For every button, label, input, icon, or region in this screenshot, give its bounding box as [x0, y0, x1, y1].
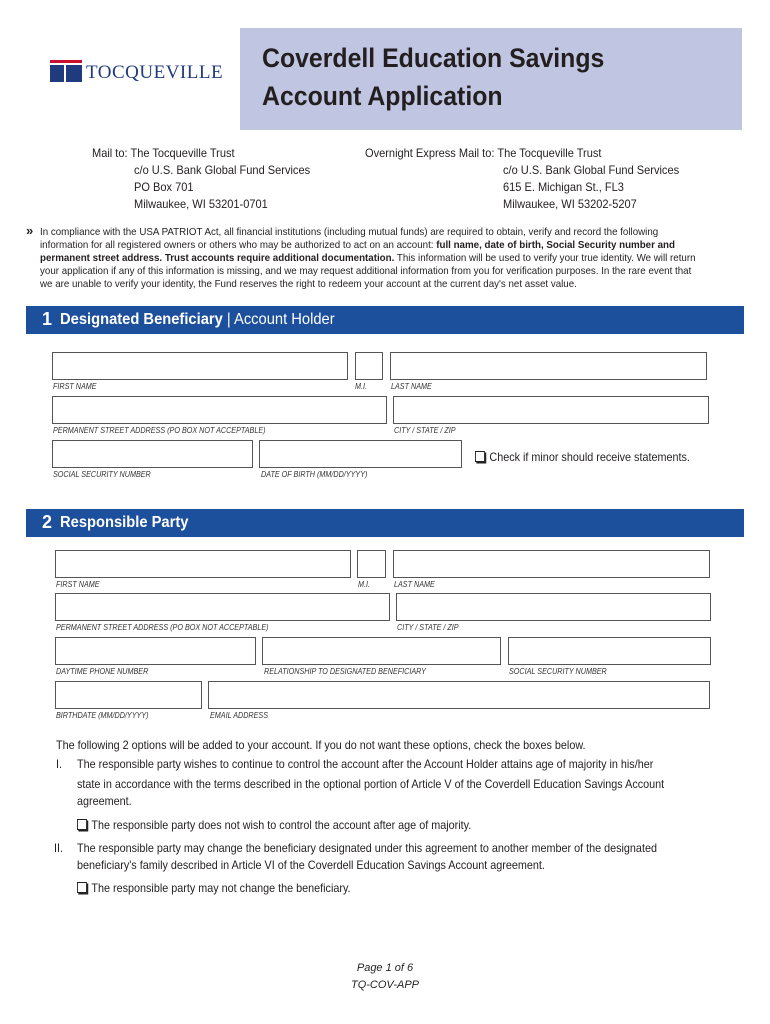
form-code: TQ-COV-APP	[350, 979, 420, 991]
beneficiary-ssn-input[interactable]	[52, 440, 253, 468]
field-label: LAST NAME	[391, 382, 432, 391]
section-2-header	[26, 509, 744, 537]
field-label: FIRST NAME	[56, 580, 100, 589]
field-label: SOCIAL SECURITY NUMBER	[509, 667, 607, 676]
overnight-line: c/o U.S. Bank Global Fund Services	[503, 163, 680, 177]
responsible-phone-input[interactable]	[55, 637, 256, 665]
responsible-email-input[interactable]	[208, 681, 710, 709]
responsible-last-name-input[interactable]	[393, 550, 710, 578]
section-number: 1	[42, 309, 53, 329]
field-label: DAYTIME PHONE NUMBER	[56, 667, 149, 676]
overnight-line: Milwaukee, WI 53202-5207	[503, 197, 637, 211]
field-label: LAST NAME	[394, 580, 435, 589]
field-label: RELATIONSHIP TO DESIGNATED BENEFICIARY	[264, 667, 426, 676]
section-title: Responsible Party	[60, 514, 189, 531]
title-box	[240, 28, 742, 130]
checkbox-icon[interactable]	[77, 882, 87, 893]
responsible-city-input[interactable]	[396, 593, 711, 621]
field-label: SOCIAL SECURITY NUMBER	[53, 470, 151, 479]
beneficiary-last-name-input[interactable]	[390, 352, 707, 380]
notice-line: your application if any of this information is missing, and we may request additional information from you for verification purposes. In the rare event that	[40, 265, 692, 277]
field-label: DATE OF BIRTH (MM/DD/YYYY)	[261, 470, 368, 479]
option-number: II.	[54, 841, 64, 855]
section-title: Designated Beneficiary | Account Holder	[60, 311, 335, 328]
option-text: agreement.	[77, 794, 132, 808]
responsible-first-name-input[interactable]	[55, 550, 351, 578]
option-text: The responsible party may change the beneficiary designated under this agreement to another member of the designated	[77, 841, 657, 855]
mail-line: c/o U.S. Bank Global Fund Services	[134, 163, 311, 177]
beneficiary-mi-input[interactable]	[355, 352, 383, 380]
page-number: Page 1 of 6	[356, 962, 414, 974]
change-beneficiary-checkbox[interactable]: The responsible party may not change the beneficiary.	[77, 879, 351, 897]
page-title-line-1: Coverdell Education Savings	[262, 43, 605, 73]
field-label: CITY / STATE / ZIP	[397, 623, 459, 632]
overnight-line: 615 E. Michigan St., FL3	[503, 180, 624, 194]
option-text: beneficiary's family described in Article VI of the Coverdell Education Savings Account agreement.	[77, 858, 545, 872]
section-number: 2	[42, 512, 53, 532]
option-text: The responsible party wishes to continue to control the account after the Account Holder attains age of majority in his/her	[77, 757, 654, 771]
beneficiary-dob-input[interactable]	[259, 440, 462, 468]
tocqueville-logo-icon	[50, 60, 82, 82]
notice-line: In compliance with the USA PATRIOT Act, all financial institutions (including mutual funds) are required to obtain, verify and record the following	[40, 226, 659, 238]
logo-text: TOCQUEVILLE	[86, 62, 224, 83]
field-label: BIRTHDATE (MM/DD/YYYY)	[56, 711, 149, 720]
mail-line: Mail to: The Tocqueville Trust	[92, 146, 235, 160]
responsible-street-input[interactable]	[55, 593, 390, 621]
beneficiary-first-name-input[interactable]	[52, 352, 348, 380]
options-intro: The following 2 options will be added to your account. If you do not want these options, check the boxes below.	[56, 738, 586, 752]
minor-statements-checkbox[interactable]: Check if minor should receive statements.	[475, 450, 690, 464]
chevron-right-icon: »	[26, 223, 34, 238]
field-label: M.I.	[355, 382, 368, 391]
mail-line: Milwaukee, WI 53201-0701	[134, 197, 268, 211]
page-title-line-2: Account Application	[262, 81, 503, 111]
field-label: CITY / STATE / ZIP	[394, 426, 456, 435]
mail-line: PO Box 701	[134, 180, 194, 194]
beneficiary-street-input[interactable]	[52, 396, 387, 424]
field-label: PERMANENT STREET ADDRESS (PO BOX NOT ACCEPTABLE)	[56, 623, 269, 632]
field-label: EMAIL ADDRESS	[210, 711, 269, 720]
field-label: FIRST NAME	[53, 382, 97, 391]
option-text: state in accordance with the terms described in the optional portion of Article V of the Coverdell Education Savings Account	[77, 777, 665, 791]
overnight-line: Overnight Express Mail to: The Tocqueville Trust	[365, 146, 602, 160]
checkbox-icon[interactable]	[77, 819, 87, 830]
field-label: M.I.	[358, 580, 371, 589]
notice-line: permanent street address. Trust accounts require additional documentation. This information will be used to verify your true identity. We will return	[40, 252, 696, 264]
notice-line: we are unable to verify your identity, the Fund reserves the right to redeem your account at the current day's net asset value.	[40, 278, 577, 290]
control-after-majority-checkbox[interactable]: The responsible party does not wish to control the account after age of majority.	[77, 816, 471, 834]
section-1-header	[26, 306, 744, 334]
beneficiary-city-input[interactable]	[393, 396, 709, 424]
option-number: I.	[56, 757, 63, 771]
responsible-mi-input[interactable]	[357, 550, 386, 578]
responsible-relationship-input[interactable]	[262, 637, 501, 665]
field-label: PERMANENT STREET ADDRESS (PO BOX NOT ACCEPTABLE)	[53, 426, 266, 435]
responsible-birthdate-input[interactable]	[55, 681, 202, 709]
responsible-ssn-input[interactable]	[508, 637, 711, 665]
notice-line: information for all registered owners or others who may be authorized to act on an account: full name, date of birth, Social Security number and	[40, 239, 675, 251]
checkbox-icon[interactable]	[475, 451, 485, 462]
